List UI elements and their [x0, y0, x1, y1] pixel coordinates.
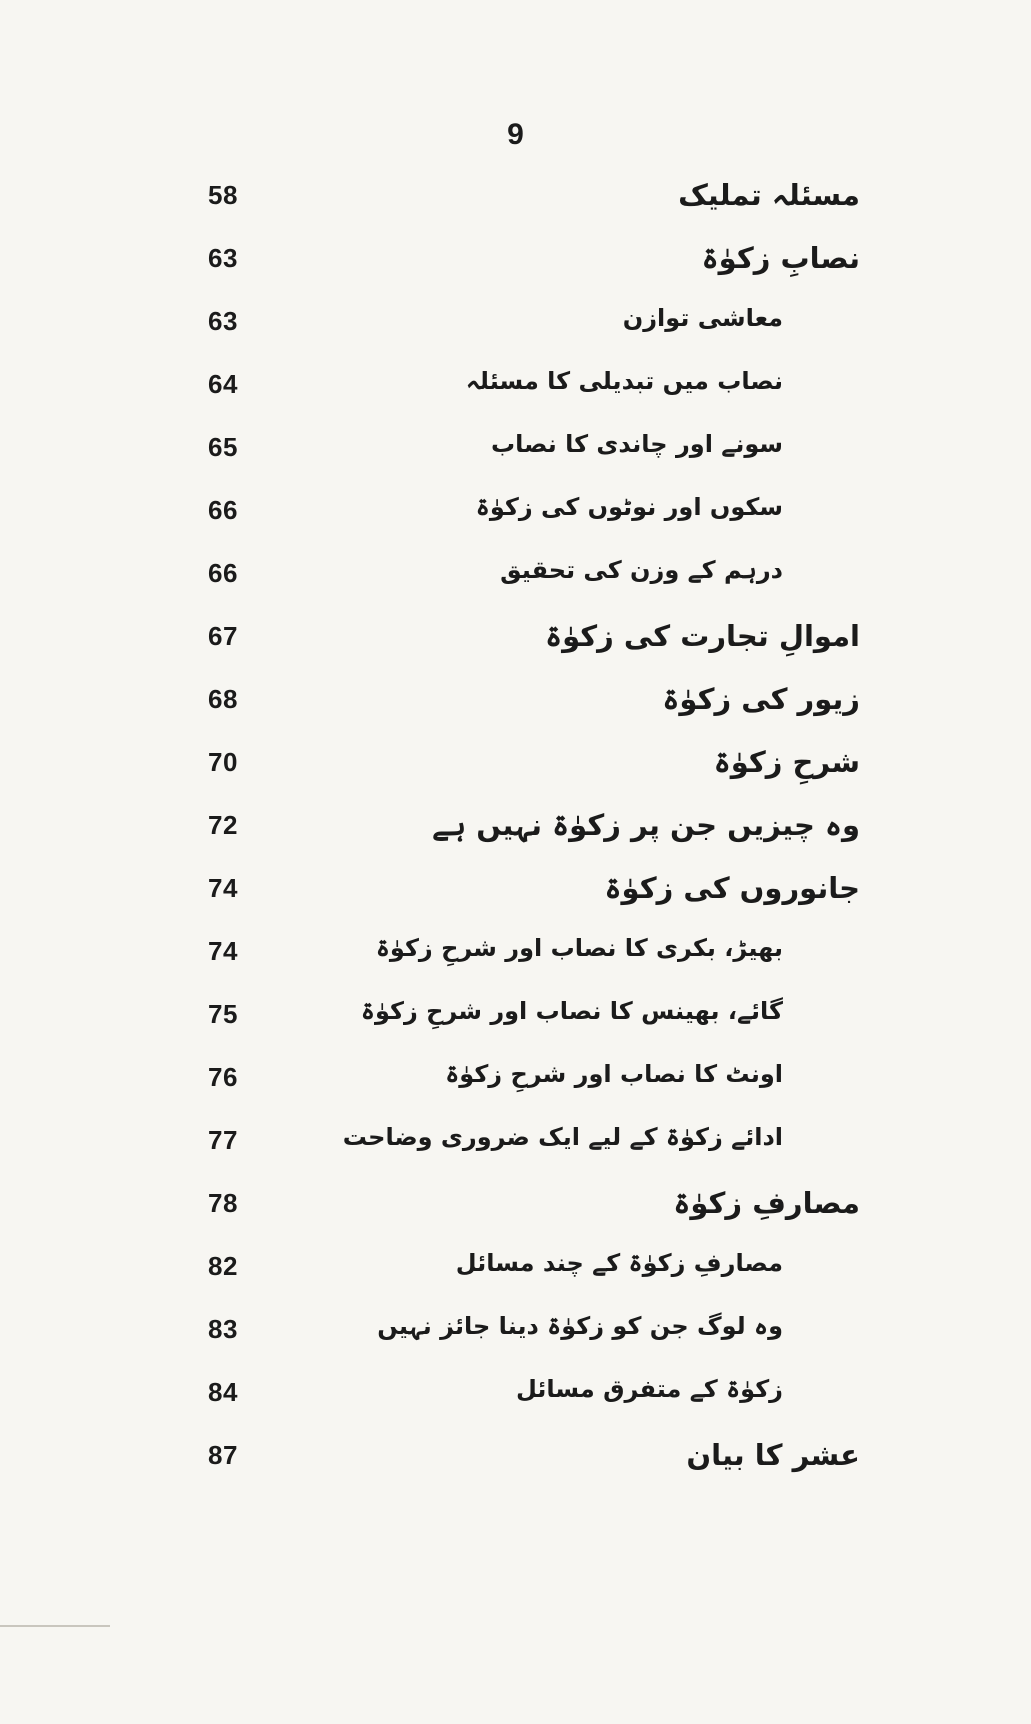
toc-entry-title: وہ لوگ جن کو زکوٰۃ دینا جائز نہیں	[377, 1312, 783, 1340]
toc-entry	[0, 802, 1031, 865]
toc-entry-title: شرحِ زکوٰۃ	[713, 745, 860, 779]
toc-page-number: 58	[208, 180, 238, 210]
toc-page-number: 65	[208, 432, 238, 462]
toc-page-number: 63	[208, 306, 238, 336]
toc-entry-title: اموالِ تجارت کی زکوٰۃ	[545, 619, 860, 653]
toc-entry	[0, 298, 1031, 361]
toc-page-number: 75	[208, 999, 238, 1029]
toc-entry	[0, 361, 1031, 424]
toc-entry	[0, 550, 1031, 613]
toc-entry	[0, 1180, 1031, 1243]
toc-entry	[0, 865, 1031, 928]
toc-entry	[0, 928, 1031, 991]
toc-entry	[0, 235, 1031, 298]
toc-entry-title: وہ چیزیں جن پر زکوٰۃ نہیں ہے	[432, 808, 860, 842]
toc-entry	[0, 172, 1031, 235]
toc-entry-title: درہم کے وزن کی تحقیق	[500, 556, 783, 584]
toc-entry-title: سونے اور چاندی کا نصاب	[490, 430, 783, 458]
toc-entry	[0, 487, 1031, 550]
toc-entry-title: معاشی توازن	[622, 304, 783, 332]
toc-page-number: 87	[208, 1440, 238, 1470]
toc-page-number: 66	[208, 558, 238, 588]
toc-page-number: 72	[208, 810, 238, 840]
toc-entry-title: نصابِ زکوٰۃ	[701, 241, 860, 275]
toc-entry-title: مصارفِ زکوٰۃ کے چند مسائل	[455, 1249, 783, 1277]
toc-page-number: 68	[208, 684, 238, 714]
toc-entry	[0, 739, 1031, 802]
toc-entry	[0, 1054, 1031, 1117]
toc-entry-title: بھیڑ، بکری کا نصاب اور شرحِ زکوٰۃ	[375, 934, 783, 962]
toc-page-number: 76	[208, 1062, 238, 1092]
toc-entry-title: اونٹ کا نصاب اور شرحِ زکوٰۃ	[445, 1060, 783, 1088]
toc-entry	[0, 1117, 1031, 1180]
toc-entry-title: زیور کی زکوٰۃ	[662, 682, 860, 716]
toc-entry	[0, 1432, 1031, 1495]
toc-page-number: 74	[208, 936, 238, 966]
toc-entry-title: جانوروں کی زکوٰۃ	[604, 871, 860, 905]
toc-entry	[0, 1369, 1031, 1432]
page-edge-divider	[0, 1625, 110, 1627]
toc-page-number: 66	[208, 495, 238, 525]
toc-page-number: 77	[208, 1125, 238, 1155]
toc-page-number: 84	[208, 1377, 238, 1407]
toc-entry-title: سکوں اور نوٹوں کی زکوٰۃ	[475, 493, 783, 521]
toc-page-number: 63	[208, 243, 238, 273]
toc-entry-title: نصاب میں تبدیلی کا مسئلہ	[465, 367, 783, 395]
toc-entry-title: ادائے زکوٰۃ کے لیے ایک ضروری وضاحت	[342, 1123, 783, 1151]
toc-entry	[0, 1306, 1031, 1369]
toc-entry	[0, 676, 1031, 739]
toc-entry-title: گائے، بھینس کا نصاب اور شرحِ زکوٰۃ	[360, 997, 783, 1025]
toc-page-number: 82	[208, 1251, 238, 1281]
toc-page-number: 64	[208, 369, 238, 399]
toc-page-number: 83	[208, 1314, 238, 1344]
toc-entry	[0, 991, 1031, 1054]
toc-entry-title: مسئلہ تملیک	[678, 178, 860, 212]
page-number: 9	[507, 118, 524, 151]
toc-entry	[0, 1243, 1031, 1306]
toc-entry-title: عشر کا بیان	[686, 1438, 860, 1472]
toc-page-number: 78	[208, 1188, 238, 1218]
toc-entry-title: زکوٰۃ کے متفرق مسائل	[515, 1375, 783, 1403]
toc-entry	[0, 613, 1031, 676]
toc-entry-title: مصارفِ زکوٰۃ	[673, 1186, 860, 1220]
toc-entry	[0, 424, 1031, 487]
table-of-contents	[0, 172, 1031, 1495]
toc-page-number: 74	[208, 873, 238, 903]
toc-page-number: 70	[208, 747, 238, 777]
toc-page-number: 67	[208, 621, 238, 651]
